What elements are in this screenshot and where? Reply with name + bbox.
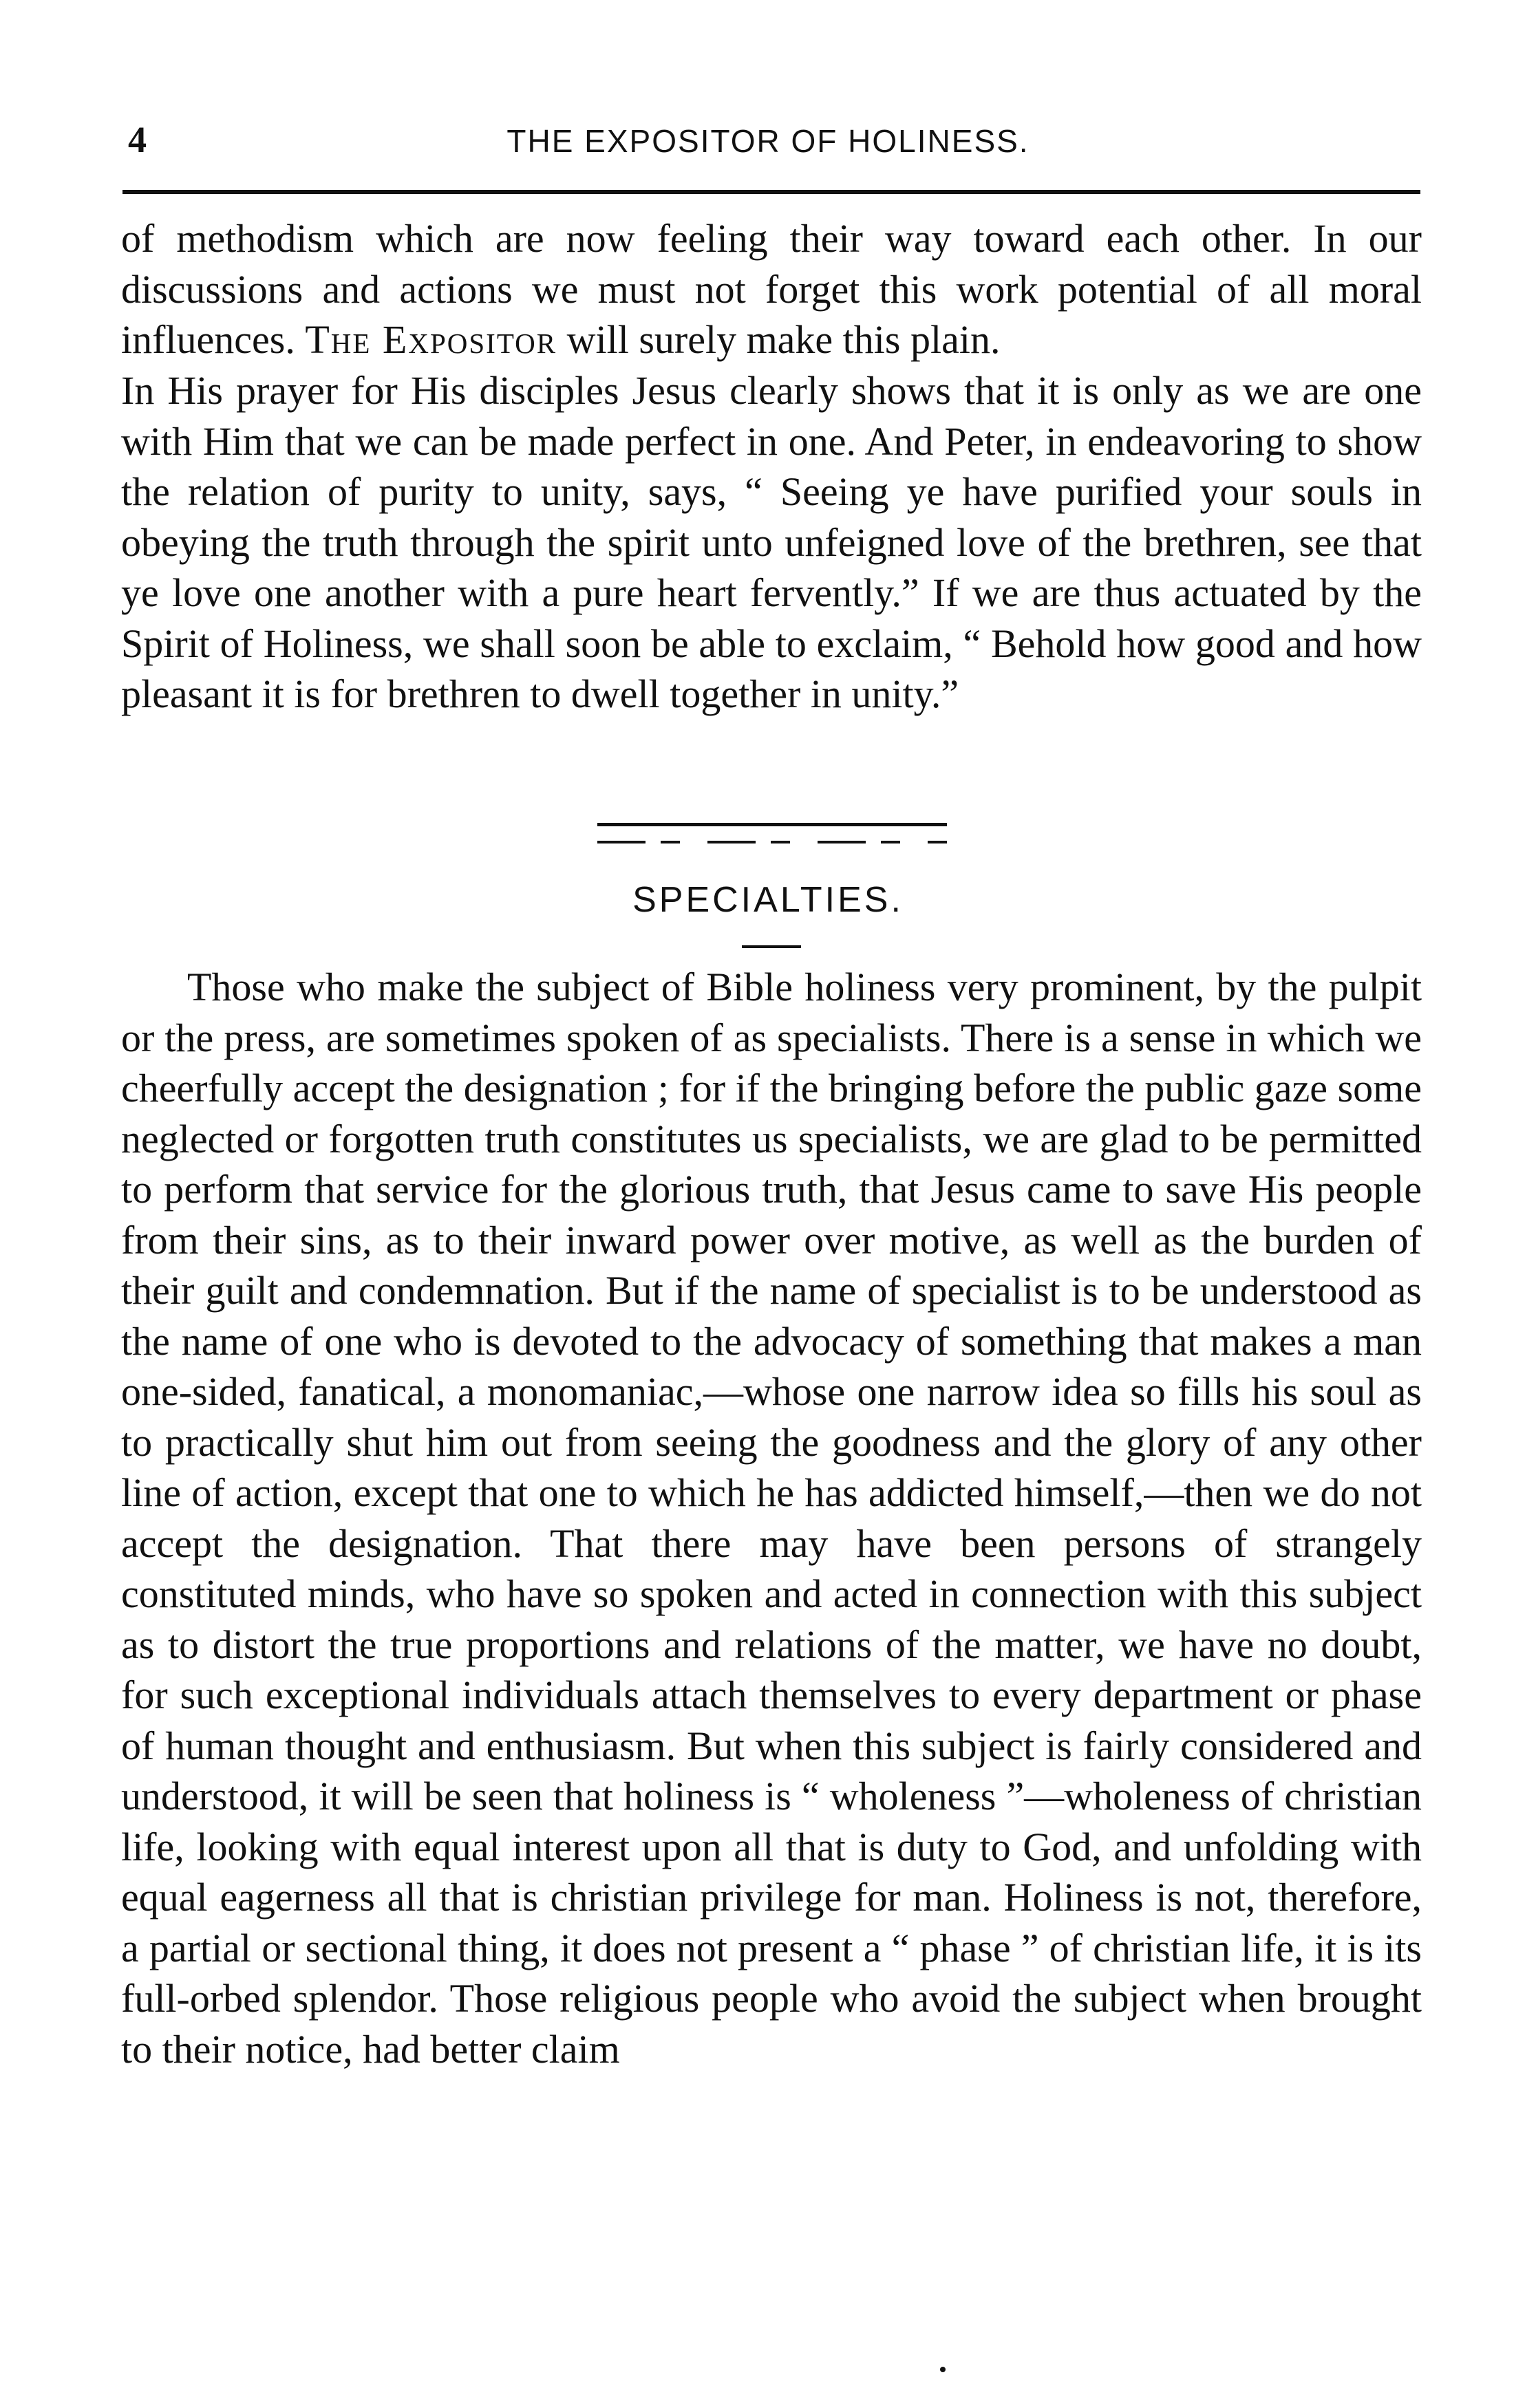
section-separator-top [597,823,947,826]
paragraph-unity: In His prayer for His disciples Jesus clearly shows that it is only as we are one with Him that we can be made perfect in one. And Peter, in endeavoring to show the relation of purity to unity, says, “ Seeing ye have purified your souls in obeying the truth through the spirit unto unfeigned love of the brethren, see that ye love one another with a pure heart fervently.” If we are thus actuated by the Spirit of Holiness, we shall soon be able to exclaim, “ Behold how good and how pleasant it is for brethren to dwell together in unity.” [121,368,1422,716]
section-separator-bottom [597,841,947,843]
header-rule [122,190,1420,194]
paragraph-text-end: will surely make this plain. [566,317,1001,362]
page-number: 4 [128,119,147,160]
section-heading: SPECIALTIES. [632,880,904,920]
paragraph-text: of methodism which are now feeling their way toward each other. In our discussions and actions we must not forget this work potential of all moral influences. [121,216,1422,362]
heading-underline [742,945,801,948]
printer-mark [940,2367,946,2372]
paragraph-specialties: Those who make the subject of Bible holiness very prominent, by the pulpit or the press, are sometimes spoken of as specialists. There is a sense in which we cheerfully accept the designation ; for if the bringing before the public gaze some neglected or forgotten truth constitutes us specialists, we are glad to be permitted to perform that service for the glorious truth, that Jesus came to save His people from their sins, as to their inward power over motive, as well as the burden of their guilt and condemnation. But if the name of specialist is to be understood as the name of one who is devoted to the advocacy of something that makes a man one-sided, fanatical, a monomaniac,—whose one narrow idea so fills his soul as to practically shut him out from seeing the goodness and the glory of any other line of action, except that one to which he has addicted himself,—then we do not accept the designation. That there may have been persons of strangely constituted minds, who have so spoken and acted in connection with this subject as to distort the true proportions and relations of the matter, we have no doubt, for such exceptional individuals attach themselves to every department or phase of human thought and enthusiasm. But when this subject is fairly considered and understood, it will be seen that holiness is “ wholeness ”—wholeness of christian life, looking with equal interest upon all that is duty to God, and unfolding with equal eagerness all that is christian privilege for man. Holiness is not, therefore, a partial or sectional thing, it does not present a “ phase ” of christian life, it is its full-orbed splendor. Those religious people who avoid the subject when brought to their notice, had better claim [121,965,1422,2072]
publication-name: The Expositor [305,317,557,362]
paragraph-continuation [121,213,1422,365]
running-title: THE EXPOSITOR OF HOLINESS. [506,123,1030,159]
